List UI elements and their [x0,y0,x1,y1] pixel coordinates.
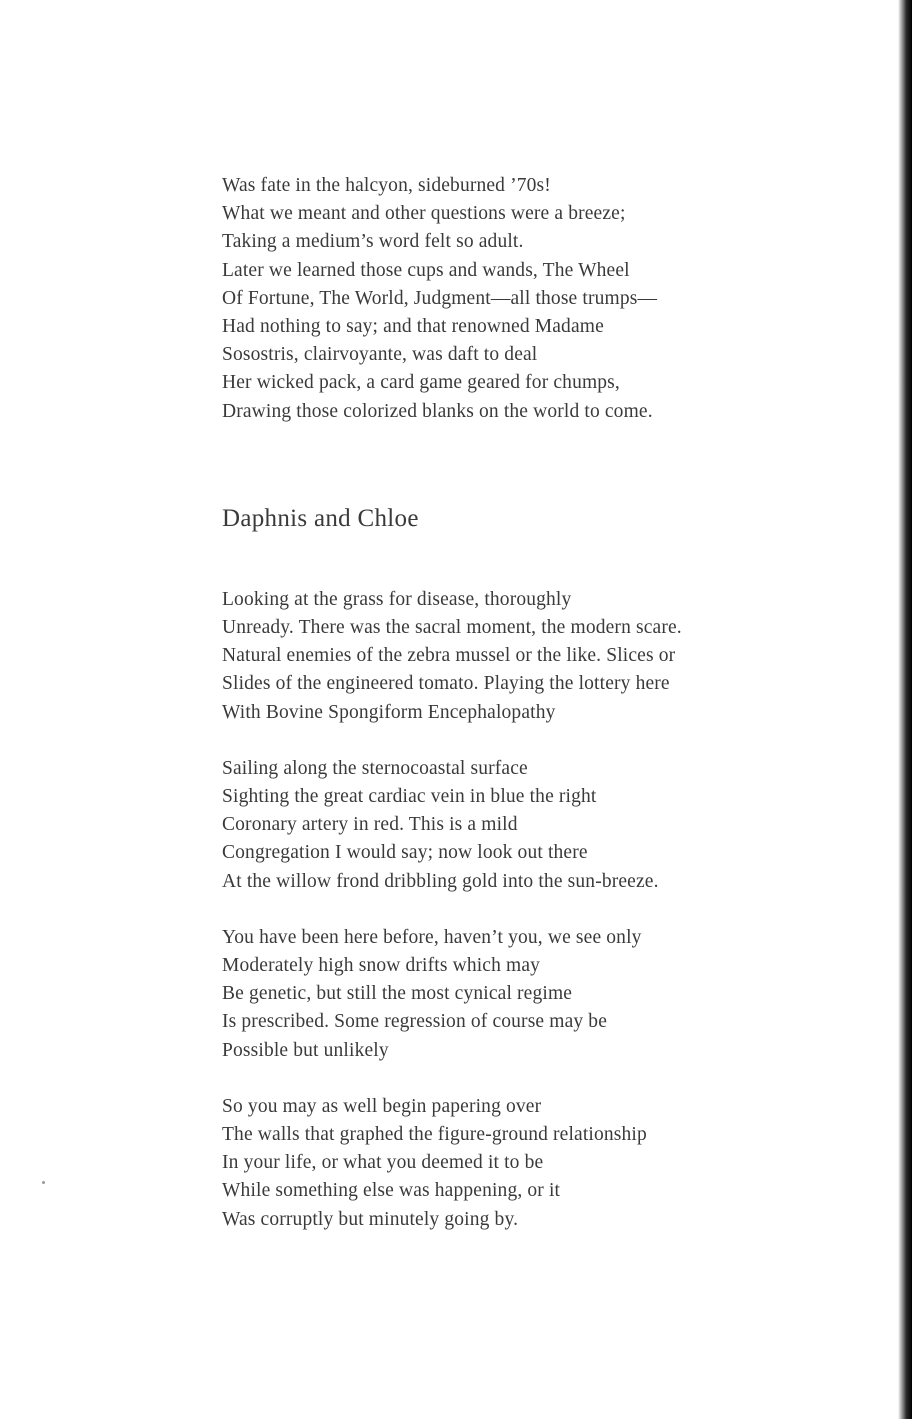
verse-line: Taking a medium’s word felt so adult. [222,231,524,253]
print-speck [42,1181,45,1184]
verse-line: With Bovine Spongiform Encephalopathy [222,701,556,723]
verse-line: Is prescribed. Some regression of course may be [222,1011,608,1033]
poem-title: Daphnis and Chloe [222,504,419,532]
stanza-3 [222,924,822,1065]
verse-line: Be genetic, but still the most cynical regime [222,983,573,1005]
verse-line: What we meant and other questions were a breeze; [222,203,626,225]
verse-line: Possible but unlikely [222,1039,389,1061]
verse-line: Her wicked pack, a card game geared for chumps, [222,372,620,394]
verse-line: Sosostris, clairvoyante, was daft to deal [222,344,538,366]
verse-line: Drawing those colorized blanks on the world to come. [222,400,653,422]
verse-line: Coronary artery in red. This is a mild [222,814,518,836]
verse-line: Moderately high snow drifts which may [222,955,541,977]
stanza-4 [222,1093,822,1234]
stanza-1 [222,586,822,727]
stanza-2 [222,755,822,896]
poem-body [222,586,822,1234]
verse-line: Sailing along the sternocoastal surface [222,757,528,779]
verse-line: You have been here before, haven’t you, we see only [222,926,642,948]
page-edge-shadow [898,0,912,1419]
verse-line: Had nothing to say; and that renowned Madame [222,316,604,338]
verse-line: Was corruptly but minutely going by. [222,1208,519,1230]
verse-line: Natural enemies of the zebra mussel or the like. Slices or [222,645,676,667]
verse-line: In your life, or what you deemed it to be [222,1152,544,1174]
verse-line: Looking at the grass for disease, thoroughly [222,588,572,610]
verse-line: Unready. There was the sacral moment, the modern scare. [222,617,682,639]
verse-line: The walls that graphed the figure-ground relationship [222,1124,647,1146]
verse-line: Slides of the engineered tomato. Playing the lottery here [222,673,670,695]
verse-line: Of Fortune, The World, Judgment—all those trumps— [222,287,658,309]
verse-line: Sighting the great cardiac vein in blue the right [222,786,597,808]
verse-line: At the willow frond dribbling gold into the sun-breeze. [222,870,659,892]
verse-line: So you may as well begin papering over [222,1095,542,1117]
verse-line: Congregation I would say; now look out there [222,842,588,864]
verse-line: Was fate in the halcyon, sideburned ’70s! [222,175,551,196]
previous-poem-ending [222,172,822,426]
book-page [222,172,822,1234]
verse-line: While something else was happening, or it [222,1180,561,1202]
verse-line: Later we learned those cups and wands, The Wheel [222,259,630,281]
